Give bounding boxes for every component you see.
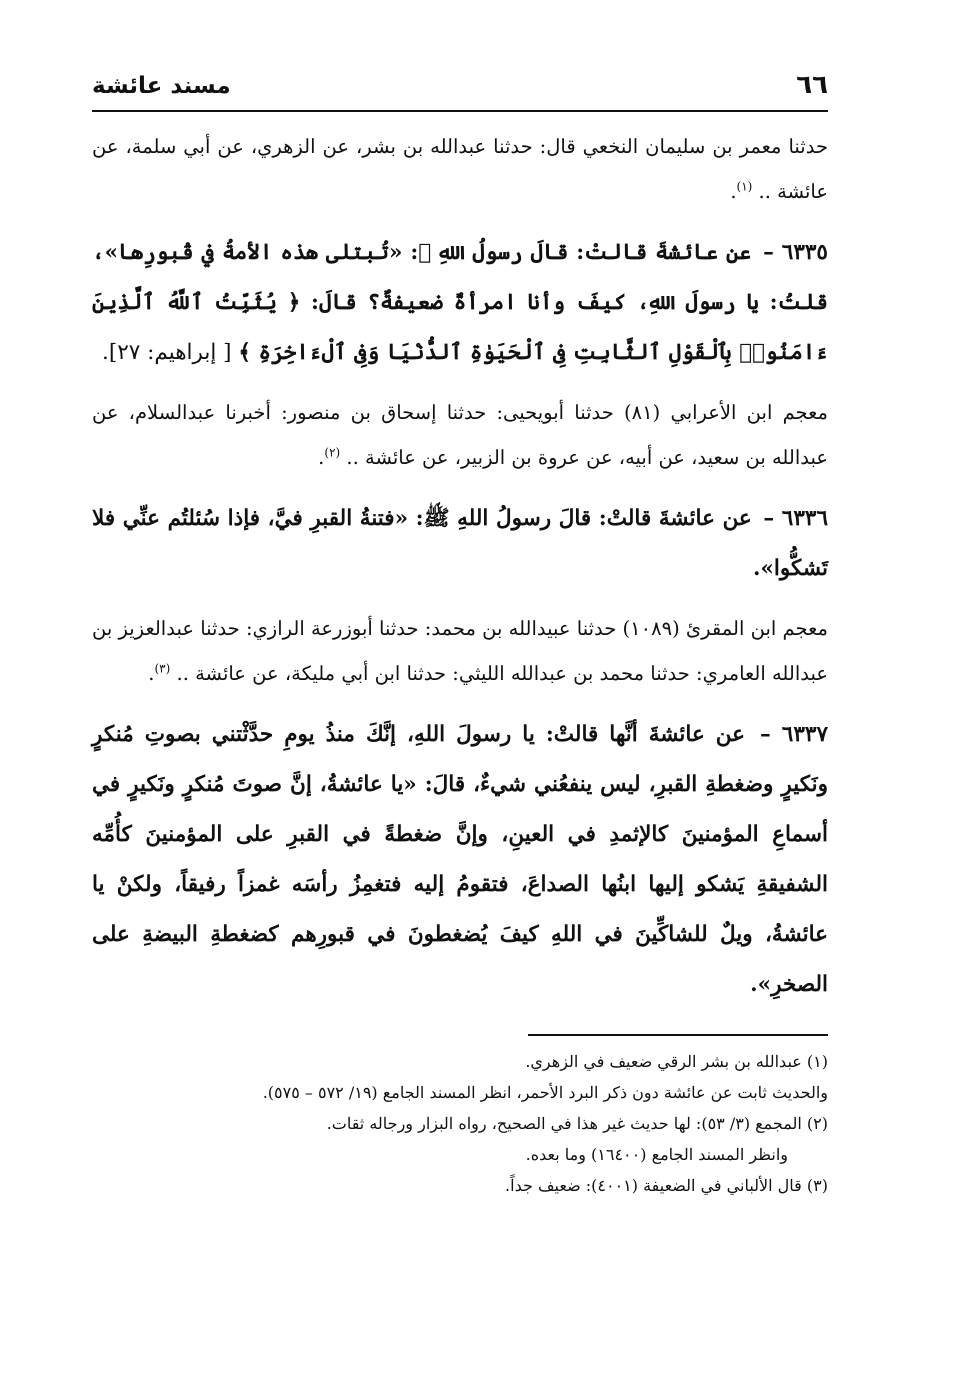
footnote-divider [528,1034,828,1036]
quran-verse: ﴿ يُثَبِّتُ ٱللَّهُ ٱلَّذِينَ ءَامَنُوا۟ بِٱلْقَوْلِ ٱلثَّابِتِ فِى ٱلْحَيَوٰةِ ٱلدُّنْيَا وَفِى ٱلْءَاخِرَةِ ﴾ [92,290,828,365]
hadith-quote: «يا عائشةُ، إنَّ صوتَ مُنكرٍ ونَكيرٍ في أسماعِ المؤمنينَ كالإثمدِ في العينِ، وإنَّ ضغطةً في القبرِ على المؤمنينَ كأُمِّه الشفيقةِ يَشكو إليها ابنُها الصداعَ، فتقومُ إليه فتغمِزُ رأسَه غمزاً رفيقاً، ولكنْ يا عائشةُ، ويلٌ للشاكِّينَ في اللهِ كيفَ يُضغطونَ في قبورِهم كضغطةِ البيضةِ على الصخرِ». [92,772,828,997]
source-text: معجم ابن المقرئ (١٠٨٩) حدثنا عبيدالله بن محمد: حدثنا أبوزرعة الرازي: حدثنا عبدالعزيز بن عبدالله العامري: حدثنا محمد بن عبدالله الليثي: حدثنا ابن أبي مليكة، عن عائشة .. [92,617,828,685]
hadith-quote: «فتنةُ القبرِ فيَّ، فإذا سُئلتُم عنِّي فلا تَشكُّوا». [92,506,828,581]
page-header [92,70,828,112]
hadith-6335 [92,228,828,378]
running-title: مسند عائشة [92,73,231,99]
source-6336 [92,606,828,696]
hadith-intro: عن عائشةَ قالتْ: قالَ رسولُ اللهِ ﷺ: [408,506,760,531]
isnad-paragraph-1 [92,124,828,214]
footnote-3: (٣) قال الألباني في الضعيفة (٤٠٠١): ضعيف جداً. [505,1176,828,1195]
hadith-intro: عن عائشةَ أنَّها قالتْ: يا رسولَ اللهِ، إنَّكَ منذُ يومِ حدَّثْتني بصوتِ مُنكرٍ ونَكيرٍ وضغطةِ القبرِ، ليس ينفعُني شيءٌ، قالَ: [92,722,828,797]
hadith-number: ٦٣٣٧ – [760,722,828,747]
footnote-2: (٢) المجمع (٣/ ٥٣): لها حديث غير هذا في الصحيح، رواه البزار ورجاله ثقات. [326,1114,828,1133]
footnote-1-continued: والحديث ثابت عن عائشة دون ذكر البرد الأحمر، انظر المسند الجامع (١٩/ ٥٧٢ – ٥٧٥). [262,1083,828,1102]
footnote-marker-2: (٢) [324,445,341,460]
hadith-number: ٦٣٣٥ – [763,240,828,265]
hadith-intro: عن عائشةَ قالتْ: قالَ رسولُ اللهِ ﷺ: [402,240,760,265]
isnad-end: . [730,180,737,203]
hadith-6337 [92,710,828,1010]
quran-reference: [ إبراهيم: ٢٧]. [102,340,239,365]
source-6335 [92,390,828,480]
source-end: . [148,662,155,685]
source-end: . [318,446,325,469]
page-number: ٦٦ [796,70,828,100]
hadith-number: ٦٣٣٦ – [763,506,828,531]
footnote-marker-1: (١) [736,179,753,194]
footnote-2-continued: وانظر المسند الجامع (١٦٤٠٠) وما بعده. [525,1145,788,1164]
hadith-quote: «تُبتلى هذه الأمةُ في قُبورِها»، [92,240,403,265]
footnote-marker-3: (٣) [154,661,171,676]
footnotes [92,1046,828,1201]
book-page [92,70,828,1385]
isnad-text: حدثنا معمر بن سليمان النخعي قال: حدثنا عبدالله بن بشر، عن الزهري، عن أبي سلمة، عن عائشة .. [92,135,828,203]
source-text: معجم ابن الأعرابي (٨١) حدثنا أبويحيى: حدثنا إسحاق بن منصور: أخبرنا عبدالسلام، عن عبدالله بن سعيد، عن أبيه، عن عروة بن الزبير، عن عائشة .. [92,401,828,469]
hadith-6336 [92,494,828,594]
footnote-1: (١) عبدالله بن بشر الرقي ضعيف في الزهري. [525,1052,828,1071]
hadith-text: قلتُ: يا رسولَ اللهِ، كيفَ وأنا امرأةٌ ضعيفةٌ؟ قالَ: [300,290,828,315]
